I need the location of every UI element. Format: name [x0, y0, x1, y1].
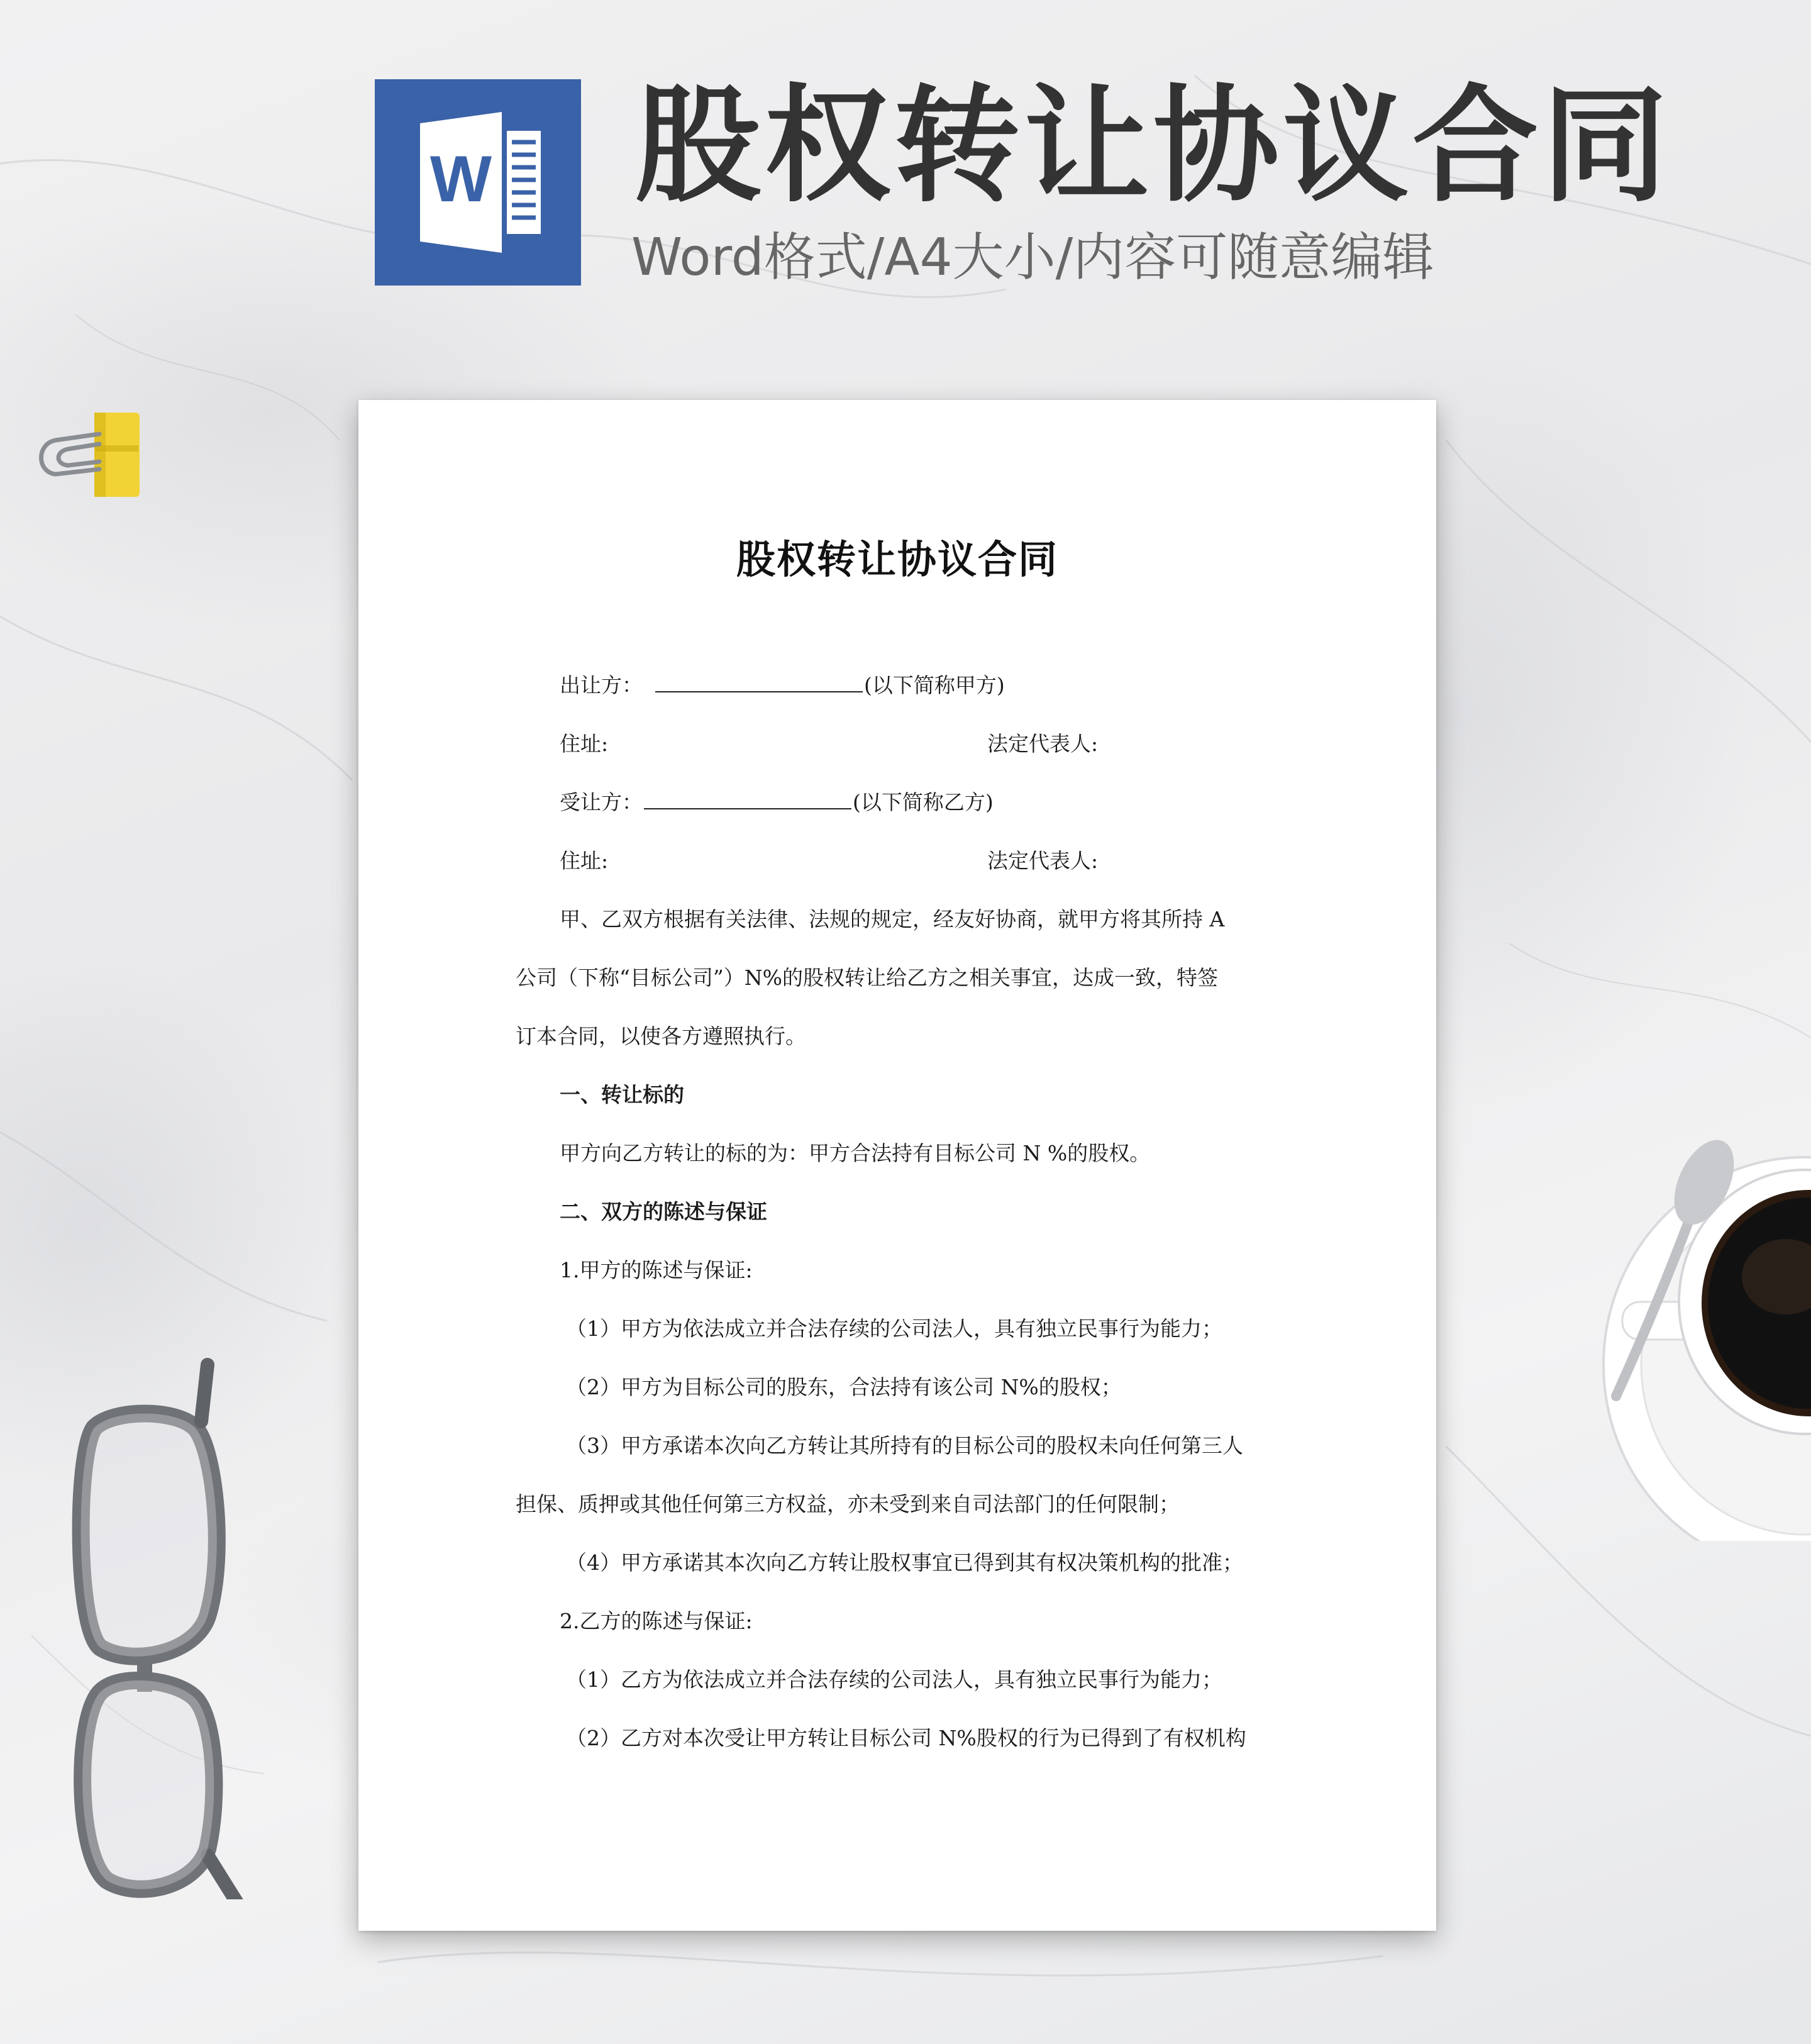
eyeglasses-icon	[50, 1352, 258, 1899]
transferee-label: 受让方：	[560, 790, 643, 814]
section2-2-item2: （2）乙方对本次受让甲方转让目标公司 N%股权的行为已得到了有权机构	[566, 1726, 1246, 1750]
word-logo-letter: W	[429, 143, 492, 216]
section2-1-item3-line1: （3）甲方承诺本次向乙方转让其所持有的目标公司的股权未向任何第三人	[566, 1433, 1243, 1458]
word-document-icon	[401, 106, 555, 259]
transferor-blank[interactable]	[655, 672, 863, 692]
transferor-legal-rep-label: 法定代表人:	[987, 731, 1099, 756]
section2-2-item1: （1）乙方为依法成立并合法存续的公司法人，具有独立民事行为能力；	[566, 1667, 1222, 1692]
document-page	[358, 400, 1436, 1931]
section2-1-item2: （2）甲方为目标公司的股东，合法持有该公司 N%的股权；	[566, 1375, 1122, 1399]
transferee-legal-rep-label: 法定代表人:	[987, 848, 1099, 873]
document-title: 股权转让协议合同	[736, 536, 1058, 582]
section1-heading: 一、转让标的	[560, 1082, 684, 1107]
section1-text: 甲方向乙方转让的标的为：甲方合法持有目标公司 N %的股权。	[560, 1141, 1151, 1165]
intro-line-2: 公司（下称“目标公司”）N%的股权转让给乙方之相关事宜，达成一致，特签	[516, 965, 1218, 990]
intro-line-3: 订本合同，以使各方遵照执行。	[516, 1024, 806, 1048]
transferor-address-label: 住址:	[560, 731, 609, 756]
banner-title: 股权转让协议合同	[635, 73, 1672, 219]
transferee-address-label: 住址:	[560, 848, 609, 873]
transferee-blank[interactable]	[644, 789, 851, 809]
transferee-note: (以下简称乙方)	[853, 790, 994, 814]
section2-heading: 二、双方的陈述与保证	[560, 1199, 767, 1224]
transferor-note: (以下简称甲方)	[864, 673, 1005, 697]
section2-1-heading: 1.甲方的陈述与保证:	[560, 1258, 753, 1282]
intro-line-1: 甲、乙双方根据有关法律、法规的规定，经友好协商，就甲方将其所持 A	[560, 907, 1225, 931]
word-app-icon	[375, 79, 581, 286]
section2-2-heading: 2.乙方的陈述与保证:	[560, 1609, 753, 1633]
binder-clip-icon	[30, 409, 143, 503]
section2-1-item3-line2: 担保、质押或其他任何第三方权益，亦未受到来自司法部门的任何限制；	[516, 1492, 1180, 1516]
coffee-cup-icon	[1597, 1101, 1811, 1541]
transferee-line	[560, 789, 994, 816]
section2-1-item1: （1）甲方为依法成立并合法存续的公司法人，具有独立民事行为能力；	[566, 1316, 1222, 1341]
banner-subtitle: Word格式/A4大小/内容可随意编辑	[631, 228, 1434, 287]
transferor-line	[560, 672, 1005, 699]
transferor-label: 出让方：	[560, 673, 643, 697]
section2-1-item4: （4）甲方承诺其本次向乙方转让股权事宜已得到其有权决策机构的批准；	[566, 1550, 1243, 1575]
